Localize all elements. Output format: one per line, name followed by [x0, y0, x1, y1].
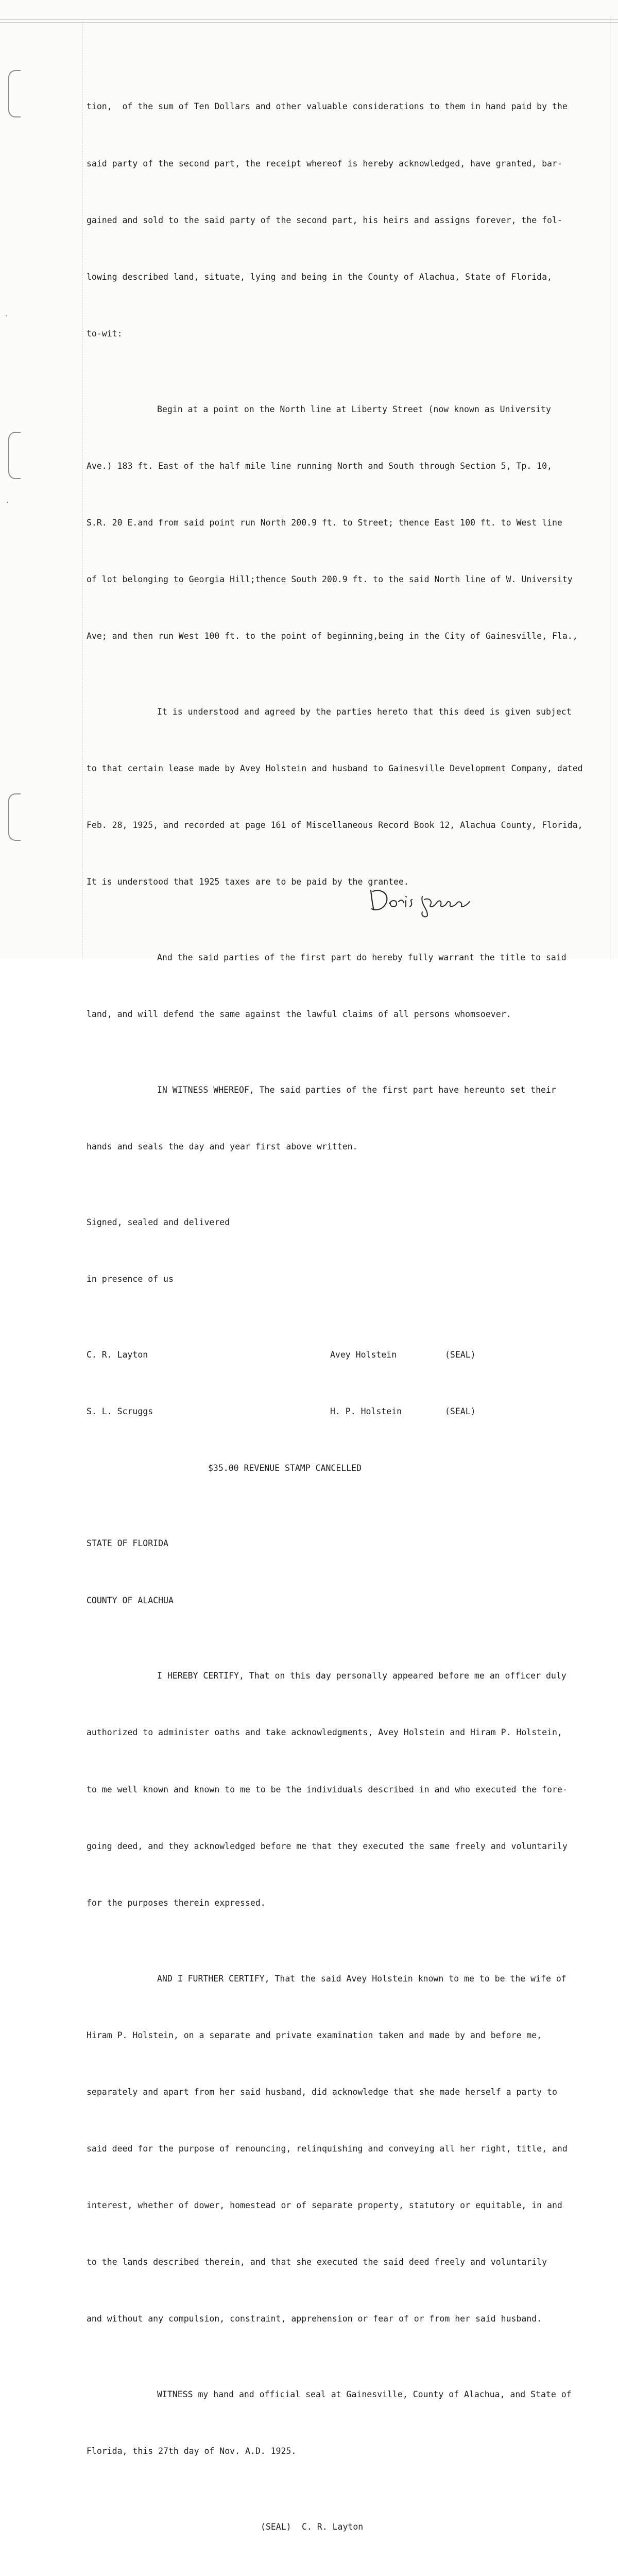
certify-line: to me well known and known to me to be the individuals described in and who executed the fore- — [87, 1784, 568, 1794]
deed-text — [87, 60, 607, 2576]
deputy-clerk-signature — [367, 881, 490, 918]
further-certify-line: Hiram P. Holstein, on a separate and private examination taken and made by and before me, — [87, 2030, 542, 2040]
witness-whereof-line: IN WITNESS WHEREOF, The said parties of the first part have hereunto set their — [157, 1084, 556, 1095]
binder-hole-middle — [8, 432, 21, 479]
further-certify-line: separately and apart from her said husband, did acknowledge that she made herself a party to — [87, 2087, 557, 2097]
further-certify-line: AND I FURTHER CERTIFY, That the said Avey Holstein known to me to be the wife of — [157, 1973, 566, 1984]
lease-line: to that certain lease made by Avey Holstein and husband to Gainesville Development Company, dated — [87, 763, 583, 773]
warrant-line: And the said parties of the first part do hereby fully warrant the title to said — [157, 952, 566, 962]
signed-line: Signed, sealed and delivered — [87, 1217, 230, 1227]
body-line: said party of the second part, the receipt whereof is hereby acknowledged, have granted, bar- — [87, 158, 562, 168]
certify-line: for the purposes therein expressed. — [87, 1897, 266, 1908]
notary-witness-line: Florida, this 27th day of Nov. A.D. 1925. — [87, 2446, 297, 2456]
further-certify-line: and without any compulsion, constraint, apprehension or fear of or from her said husband. — [87, 2314, 542, 2324]
further-certify-line: said deed for the purpose of renouncing, relinquishing and conveying all her right, title, and — [87, 2143, 568, 2154]
certify-line: I HEREBY CERTIFY, That on this day personally appeared before me an officer duly — [157, 1671, 566, 1681]
witness-name: C. R. Layton — [87, 1349, 148, 1360]
notary-signature-row — [87, 2518, 607, 2537]
body-line: lowing described land, situate, lying and being in the County of Alachua, State of Florida, — [87, 272, 552, 282]
grantor-name: H. P. Holstein — [330, 1406, 402, 1416]
seal-label: (SEAL) — [445, 1406, 476, 1416]
land-description-line: Ave; and then run West 100 ft. to the point of beginning,being in the City of Gainesville, Fla., — [87, 631, 578, 641]
lease-line: It is understood and agreed by the parties hereto that this deed is given subject — [157, 706, 572, 717]
witness-whereof-line: hands and seals the day and year first above written. — [87, 1141, 358, 1151]
witness-name: S. L. Scruggs — [87, 1406, 153, 1416]
lease-line: Feb. 28, 1925, and recorded at page 161 of Miscellaneous Record Book 12, Alachua County, Florida, — [87, 820, 583, 830]
warrant-line: land, and will defend the same against the lawful claims of all persons whomsoever. — [87, 1009, 511, 1019]
margin-mark: · — [4, 312, 9, 320]
state-heading: STATE OF FLORIDA — [87, 1538, 168, 1549]
signed-line: in presence of us — [87, 1274, 174, 1284]
binder-hole-top — [8, 70, 21, 117]
further-certify-line: interest, whether of dower, homestead or of separate property, statutory or equitable, in and — [87, 2200, 562, 2210]
land-description-line: Begin at a point on the North line at Liberty Street (now known as University — [157, 404, 551, 414]
certify-line: authorized to administer oaths and take acknowledgments, Avey Holstein and Hiram P. Holstein, — [87, 1727, 562, 1738]
binder-hole-bottom — [8, 793, 21, 841]
margin-mark: · — [5, 499, 10, 507]
notary-name: C. R. Layton — [302, 2521, 364, 2532]
county-heading: COUNTY OF ALACHUA — [87, 1595, 174, 1605]
revenue-stamp-row — [87, 1459, 607, 1478]
further-certify-line: to the lands described therein, and that she executed the said deed freely and voluntarily — [87, 2257, 547, 2267]
notary-witness-line: WITNESS my hand and official seal at Gainesville, County of Alachua, and State of — [157, 2389, 572, 2399]
body-line: tion, of the sum of Ten Dollars and other valuable considerations to them in hand paid by the — [87, 101, 568, 112]
margin-line — [82, 22, 83, 958]
signature-row — [87, 1402, 607, 1421]
certify-line: going deed, and they acknowledged before me that they executed the same freely and voluntarily — [87, 1841, 568, 1851]
grantor-name: Avey Holstein — [330, 1349, 397, 1360]
body-line: to-wit: — [87, 328, 123, 338]
body-line: gained and sold to the said party of the second part, his heirs and assigns forever, the fol- — [87, 215, 562, 225]
lease-line: It is understood that 1925 taxes are to be paid by the grantee. — [87, 877, 409, 887]
notary-seal: (SEAL) — [261, 2521, 291, 2532]
signature-row — [87, 1346, 607, 1365]
land-description-line: Ave.) 183 ft. East of the half mile line running North and South through Section 5, Tp. 10, — [87, 461, 552, 471]
top-rule — [0, 20, 618, 23]
land-description-line: of lot belonging to Georgia Hill;thence South 200.9 ft. to the said North line of W. University — [87, 574, 573, 584]
seal-label: (SEAL) — [445, 1349, 476, 1360]
revenue-stamp-note: $35.00 REVENUE STAMP CANCELLED — [208, 1463, 362, 1473]
land-description-line: S.R. 20 E.and from said point run North 200.9 ft. to Street; thence East 100 ft. to West line — [87, 517, 562, 528]
